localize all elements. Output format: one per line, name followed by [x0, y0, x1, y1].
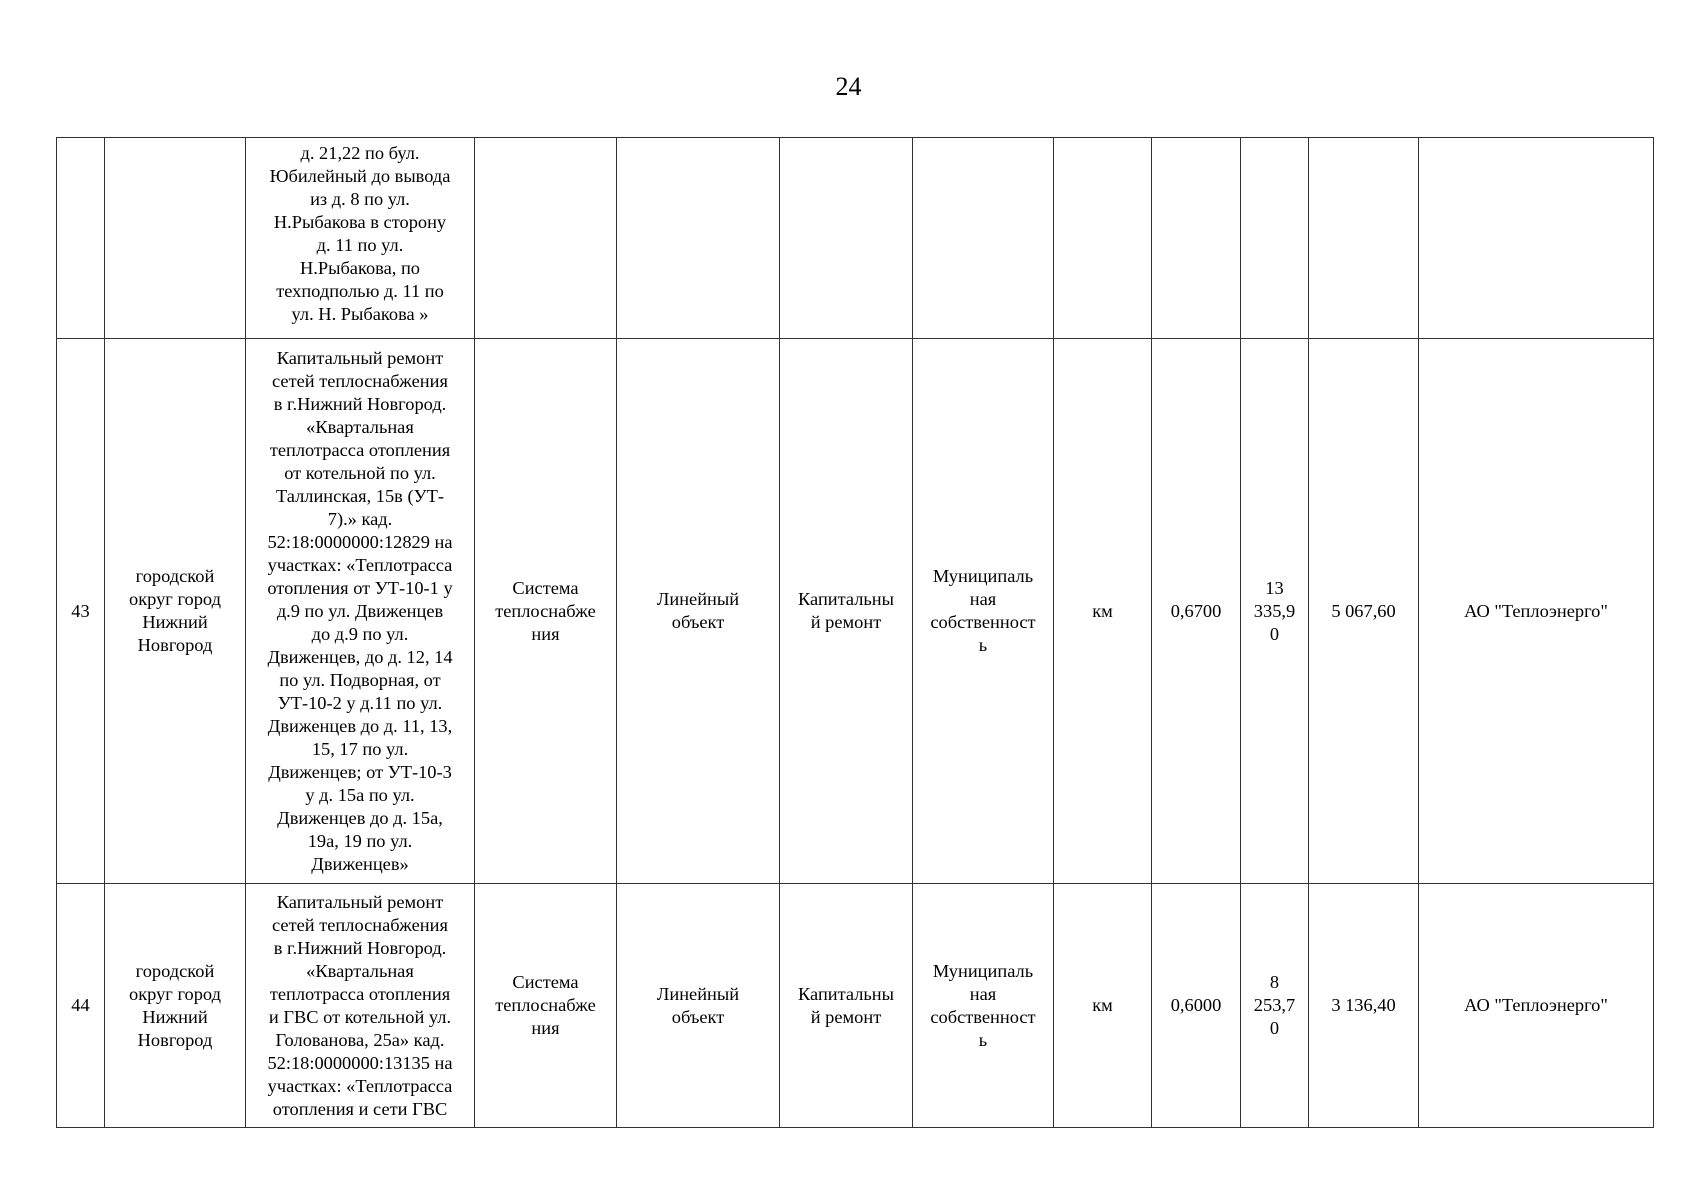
- description-line: до д.9 по ул.: [311, 623, 409, 644]
- work-type-cell: [780, 884, 913, 1128]
- object-type-cell: [617, 339, 780, 884]
- description-line: ул. Н. Рыбакова »: [291, 304, 429, 324]
- cost-line: 253,7: [1253, 995, 1296, 1015]
- description-line: теплотрасса отопления: [269, 983, 451, 1004]
- description-line: д.9 по ул. Движенцев: [276, 600, 444, 621]
- ownership-cell: [913, 339, 1054, 884]
- description-line: 19а, 19 по ул.: [307, 830, 413, 851]
- description-line: теплотрасса отопления: [269, 439, 451, 460]
- description-line: д. 21,22 по бул.: [300, 143, 420, 163]
- description-line: УТ-10-2 у д.11 по ул.: [277, 692, 443, 713]
- system-line: Система: [512, 577, 579, 598]
- description-line: 52:18:0000000:13135 на: [267, 1052, 453, 1073]
- description-line: 7).» кад.: [327, 508, 393, 529]
- length-cell: 0,6700: [1152, 339, 1241, 884]
- amount-cell: [1309, 138, 1419, 339]
- description-line: и ГВС от котельной ул.: [268, 1006, 452, 1027]
- description-line: 15, 17 по ул.: [311, 738, 409, 759]
- description-line: отопления от УТ-10-1 у: [267, 577, 453, 598]
- ownership-line: ь: [978, 1029, 988, 1050]
- object-type-line: Линейный: [656, 983, 740, 1004]
- cost-line: 13: [1265, 577, 1284, 598]
- work-type-cell: [780, 138, 913, 339]
- length-cell: 0,6000: [1152, 884, 1241, 1128]
- page-number: 24: [835, 72, 862, 101]
- ownership-line: Муниципаль: [932, 566, 1034, 586]
- district-cell: [105, 339, 246, 884]
- object-type-cell: [617, 138, 780, 339]
- work-type-cell: [780, 339, 913, 884]
- amount-cell: 3 136,40: [1309, 884, 1419, 1128]
- district-line: городской: [135, 566, 215, 586]
- description-line: Движенцев»: [311, 853, 409, 874]
- description-line: отопления и сети ГВС: [272, 1098, 448, 1119]
- cost-line: 335,9: [1253, 600, 1296, 621]
- description-line: Юбилейный до вывода: [269, 166, 451, 186]
- system-line: Система: [512, 972, 579, 992]
- table-row: [57, 884, 1654, 1128]
- description-cell: [246, 138, 475, 339]
- work-type-line: й ремонт: [810, 612, 882, 632]
- ownership-line: Муниципаль: [932, 960, 1034, 981]
- organization-cell: [1419, 138, 1654, 339]
- row-number-cell: 44: [57, 884, 105, 1128]
- description-line: Н.Рыбакова в сторону: [273, 212, 447, 232]
- description-line: Движенцев до д. 11, 13,: [267, 715, 453, 736]
- district-cell: [105, 138, 246, 339]
- unit-cell: [1054, 138, 1152, 339]
- system-line: ния: [531, 623, 560, 644]
- cost-line: 8: [1269, 972, 1280, 992]
- ownership-cell: [913, 884, 1054, 1128]
- description-line: Движенцев до д. 15а,: [277, 807, 443, 828]
- organization-cell: АО "Теплоэнерго": [1419, 339, 1654, 884]
- cost-cell: [1241, 884, 1309, 1128]
- object-type-line: объект: [671, 612, 725, 632]
- district-line: округ город: [129, 589, 221, 609]
- cost-cell: [1241, 138, 1309, 339]
- description-line: 52:18:0000000:12829 на: [267, 531, 453, 552]
- object-type-cell: [617, 884, 780, 1128]
- district-cell: [105, 884, 246, 1128]
- ownership-line: ная: [969, 983, 997, 1004]
- system-line: теплоснабже: [495, 995, 596, 1015]
- system-cell: [475, 138, 617, 339]
- work-type-line: Капитальны: [798, 983, 894, 1004]
- district-line: Нижний: [142, 1006, 208, 1027]
- district-line: городской: [135, 960, 215, 981]
- ownership-line: ная: [969, 589, 997, 609]
- description-line: сетей теплоснабжения: [272, 370, 448, 391]
- system-cell: [475, 339, 617, 884]
- ownership-cell: [913, 138, 1054, 339]
- description-line: д. 11 по ул.: [316, 235, 404, 255]
- system-cell: [475, 884, 617, 1128]
- description-line: в г.Нижний Новгород.: [273, 937, 447, 958]
- description-line: из д. 8 по ул.: [310, 189, 410, 209]
- work-type-line: й ремонт: [810, 1006, 882, 1027]
- table-row: [57, 138, 1654, 339]
- description-line: участках: «Теплотрасса: [267, 554, 453, 575]
- description-line: Капитальный ремонт: [276, 891, 444, 912]
- unit-cell: км: [1054, 339, 1152, 884]
- district-line: Новгород: [137, 1029, 213, 1050]
- description-line: «Квартальная: [306, 960, 414, 981]
- description-line: Капитальный ремонт: [276, 347, 444, 368]
- description-line: Н.Рыбакова, по: [299, 258, 420, 278]
- amount-cell: 5 067,60: [1309, 339, 1419, 884]
- description-line: «Квартальная: [306, 416, 414, 437]
- description-line: участках: «Теплотрасса: [267, 1075, 453, 1096]
- description-line: Движенцев; от УТ-10-3: [268, 761, 452, 782]
- length-cell: [1152, 138, 1241, 339]
- cost-cell: [1241, 339, 1309, 884]
- description-line: по ул. Подворная, от: [279, 669, 441, 690]
- ownership-line: ь: [978, 635, 988, 655]
- row-number-cell: [57, 138, 105, 339]
- object-type-line: Линейный: [656, 589, 740, 609]
- district-line: Новгород: [137, 635, 213, 655]
- district-line: округ город: [129, 983, 221, 1004]
- organization-cell: АО "Теплоэнерго": [1419, 884, 1654, 1128]
- cost-line: 0: [1269, 1018, 1280, 1038]
- works-table: [56, 137, 1654, 1128]
- work-type-line: Капитальны: [798, 589, 894, 609]
- row-number-cell: 43: [57, 339, 105, 884]
- description-line: в г.Нижний Новгород.: [273, 393, 447, 414]
- description-line: от котельной по ул.: [284, 462, 436, 483]
- description-cell: [246, 884, 475, 1128]
- description-line: сетей теплоснабжения: [272, 914, 448, 935]
- ownership-line: собственност: [930, 1006, 1036, 1027]
- description-cell: [246, 339, 475, 884]
- cost-line: 0: [1269, 623, 1280, 644]
- system-line: ния: [531, 1018, 560, 1038]
- description-line: у д. 15а по ул.: [305, 784, 415, 805]
- system-line: теплоснабже: [495, 600, 596, 621]
- table-row: [57, 339, 1654, 884]
- description-line: Таллинская, 15в (УТ-: [276, 485, 444, 506]
- description-line: Голованова, 25а» кад.: [275, 1029, 445, 1050]
- description-line: техподполью д. 11 по: [276, 281, 444, 301]
- ownership-line: собственност: [930, 612, 1036, 632]
- unit-cell: км: [1054, 884, 1152, 1128]
- object-type-line: объект: [671, 1006, 725, 1027]
- description-line: Движенцев, до д. 12, 14: [267, 646, 453, 667]
- district-line: Нижний: [142, 612, 208, 632]
